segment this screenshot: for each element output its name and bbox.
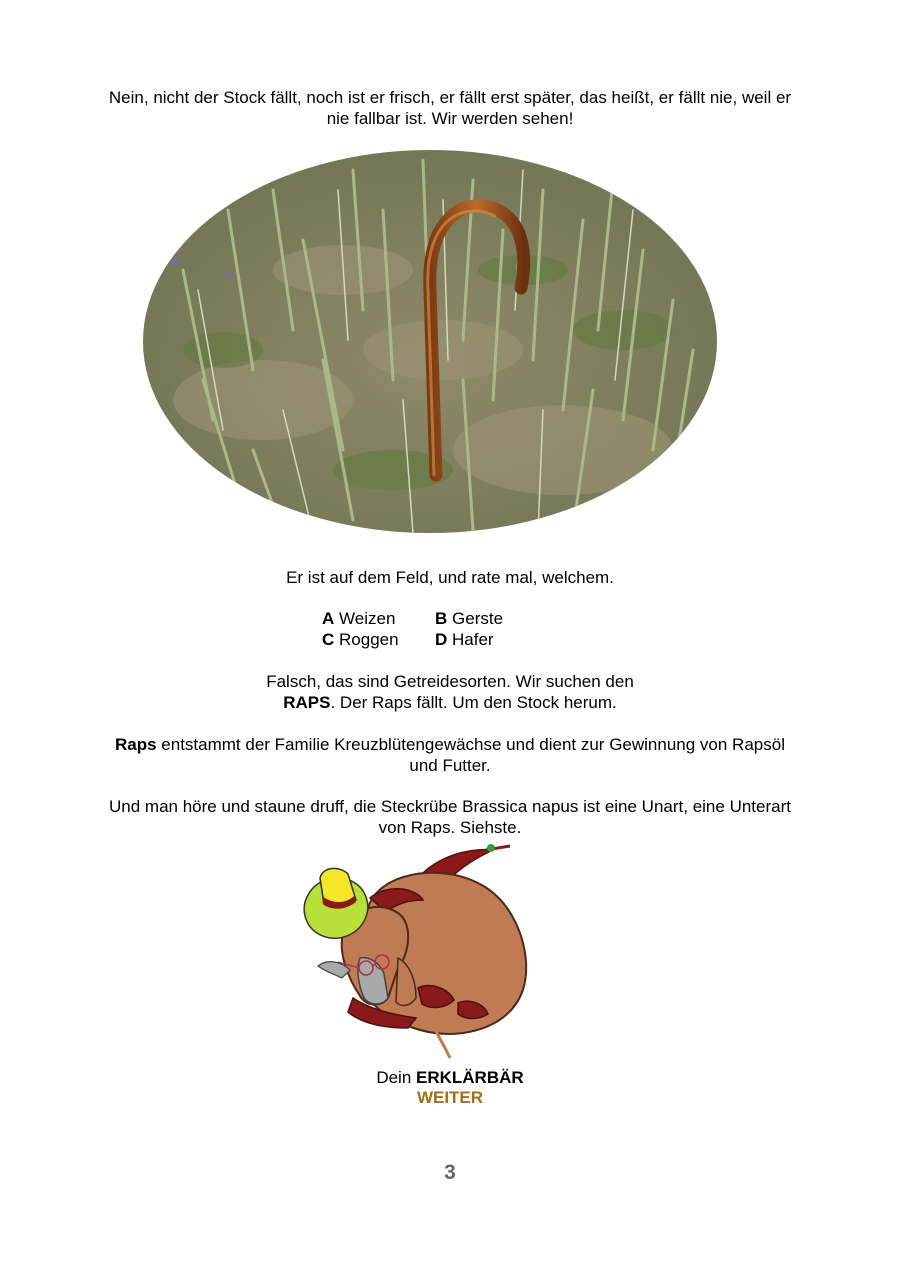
- signature-name: ERKLÄRBÄR: [416, 1068, 524, 1087]
- option-letter: B: [435, 609, 448, 628]
- raps-info-bold: Raps: [115, 735, 157, 754]
- option-b: [435, 608, 503, 629]
- raps-info-paragraph: [80, 734, 820, 776]
- signature-prefix: Dein: [376, 1068, 416, 1087]
- intro-line-2: nie fallbar ist. Wir werden sehen!: [326, 109, 574, 128]
- signature: [0, 1068, 900, 1088]
- steckruebe-line-2: von Raps. Siehste.: [378, 818, 522, 837]
- erklaerbaer-bear-illustration: [298, 838, 538, 1063]
- steckruebe-line-1: Und man höre und staune druff, die Steckrübe Brassica napus ist eine Unart, eine Unterart: [109, 797, 791, 816]
- option-text: Gerste: [452, 609, 504, 628]
- walking-stick-field-photo: [143, 150, 717, 533]
- answer-line-1: Falsch, das sind Getreidesorten. Wir suchen den: [266, 672, 634, 691]
- option-text: Hafer: [452, 630, 494, 649]
- option-d: [435, 629, 494, 650]
- raps-info-line-1: [80, 734, 820, 755]
- option-letter: D: [435, 630, 448, 649]
- option-letter: C: [322, 630, 335, 649]
- raps-bold: RAPS: [283, 693, 331, 712]
- option-c: [322, 629, 399, 650]
- raps-info-line-2: und Futter.: [409, 756, 491, 775]
- raps-info-rest: entstammt der Familie Kreuzblütengewächse und dient zur Gewinnung von Rapsöl: [156, 735, 785, 754]
- steckruebe-paragraph: [80, 796, 820, 838]
- intro-line-1: Nein, nicht der Stock fällt, noch ist er frisch, er fällt erst später, das heißt, er fällt nie, weil er: [108, 88, 792, 107]
- option-letter: A: [322, 609, 335, 628]
- answer-line-2: [80, 692, 820, 713]
- page-number: 3: [444, 1161, 456, 1184]
- option-text: Roggen: [339, 630, 399, 649]
- next-link-row: [0, 1088, 900, 1108]
- question-text: Er ist auf dem Feld, und rate mal, welchem.: [286, 568, 614, 587]
- answer-paragraph: [80, 671, 820, 713]
- intro-paragraph: [80, 87, 820, 129]
- weiter-link[interactable]: WEITER: [416, 1088, 484, 1107]
- answer-line-2-rest: . Der Raps fällt. Um den Stock herum.: [330, 693, 617, 712]
- option-a: [322, 608, 395, 629]
- option-text: Weizen: [339, 609, 396, 628]
